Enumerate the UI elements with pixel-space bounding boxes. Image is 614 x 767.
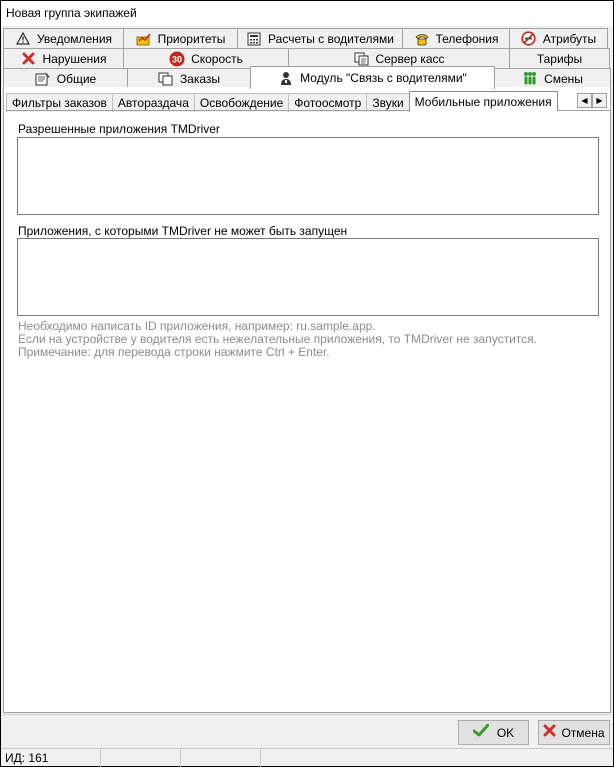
scroll-right-button[interactable] xyxy=(592,93,607,108)
hint-line: Примечание: для перевода строки нажмите Ctrl + Enter. xyxy=(18,345,330,359)
general-icon xyxy=(35,71,51,87)
tab-driver-module[interactable]: Модуль "Связь с водителями" xyxy=(250,66,495,89)
x-icon xyxy=(20,51,36,67)
cancel-button[interactable]: Отмена xyxy=(538,720,610,745)
blocked-apps-field[interactable] xyxy=(17,238,599,316)
tab-speed[interactable]: 30 Скорость xyxy=(123,48,289,68)
svg-text:30: 30 xyxy=(172,54,183,64)
hint-line: Необходимо написать ID приложения, например: ru.sample.app. xyxy=(18,319,376,333)
tab-telephony[interactable]: Телефония xyxy=(402,28,510,48)
tab-notifications[interactable]: Уведомления xyxy=(3,28,124,48)
subtab-scroll-buttons xyxy=(577,93,607,108)
blocked-apps-label: Приложения, с которыми TMDriver не может быть запущен xyxy=(18,224,348,238)
people-icon xyxy=(522,71,538,87)
checkmark-icon xyxy=(473,724,489,741)
priority-icon xyxy=(136,31,152,47)
scroll-left-button[interactable] xyxy=(577,93,592,108)
window-title: Новая группа экипажей xyxy=(6,6,137,20)
close-icon xyxy=(543,724,556,741)
status-cell xyxy=(101,749,181,767)
tab-shifts[interactable]: Смены xyxy=(494,68,611,88)
tab-tariffs[interactable]: Тарифы xyxy=(509,48,610,68)
driver-icon xyxy=(278,70,294,86)
title-bar xyxy=(1,1,613,26)
subtab-order-filters[interactable]: Фильтры заказов xyxy=(6,93,113,112)
hint-text xyxy=(18,320,537,359)
tab-violations[interactable]: Нарушения xyxy=(3,48,124,68)
arrow-left-icon: ◀ xyxy=(581,96,588,105)
allowed-apps-label: Разрешенные приложения TMDriver xyxy=(18,122,220,136)
tab-driver-payments[interactable]: Расчеты с водителями xyxy=(237,28,403,48)
subtab-mobile-apps[interactable]: Мобильные приложения xyxy=(409,91,558,111)
subtab-strip xyxy=(6,91,610,111)
speed-icon xyxy=(169,51,185,67)
tab-general[interactable]: Общие xyxy=(3,68,128,88)
warning-icon xyxy=(15,31,31,47)
subtab-photo-inspection[interactable]: Фотоосмотр xyxy=(288,93,367,112)
ok-button[interactable]: OK xyxy=(458,720,529,745)
cash-server-icon xyxy=(353,51,369,67)
status-cell xyxy=(181,749,261,767)
status-bar xyxy=(1,748,613,766)
orders-icon xyxy=(158,71,174,87)
tab-priorities[interactable]: Приоритеты xyxy=(123,28,238,48)
tab-cash-server[interactable]: Сервер касс xyxy=(288,48,510,68)
tab-row-3 xyxy=(3,68,611,88)
tab-orders[interactable]: Заказы xyxy=(127,68,251,88)
footer-divider xyxy=(3,714,611,715)
phone-icon xyxy=(414,31,430,47)
status-id: ИД: 161 xyxy=(1,749,101,767)
subtab-auto-distribution[interactable]: Автораздача xyxy=(112,93,195,112)
subtab-release[interactable]: Освобождение xyxy=(194,93,289,112)
calculator-icon xyxy=(246,31,262,47)
tab-row-1 xyxy=(3,28,611,48)
tab-row-2 xyxy=(3,48,611,68)
arrow-right-icon: ▶ xyxy=(596,96,603,105)
hint-line: Если на устройстве у водителя есть нежелательные приложения, то TMDriver не запустится. xyxy=(18,332,537,346)
tab-attributes[interactable]: Атрибуты xyxy=(509,28,608,48)
attributes-icon xyxy=(521,31,537,47)
subtab-sounds[interactable]: Звуки xyxy=(366,93,409,112)
allowed-apps-field[interactable] xyxy=(17,137,599,215)
